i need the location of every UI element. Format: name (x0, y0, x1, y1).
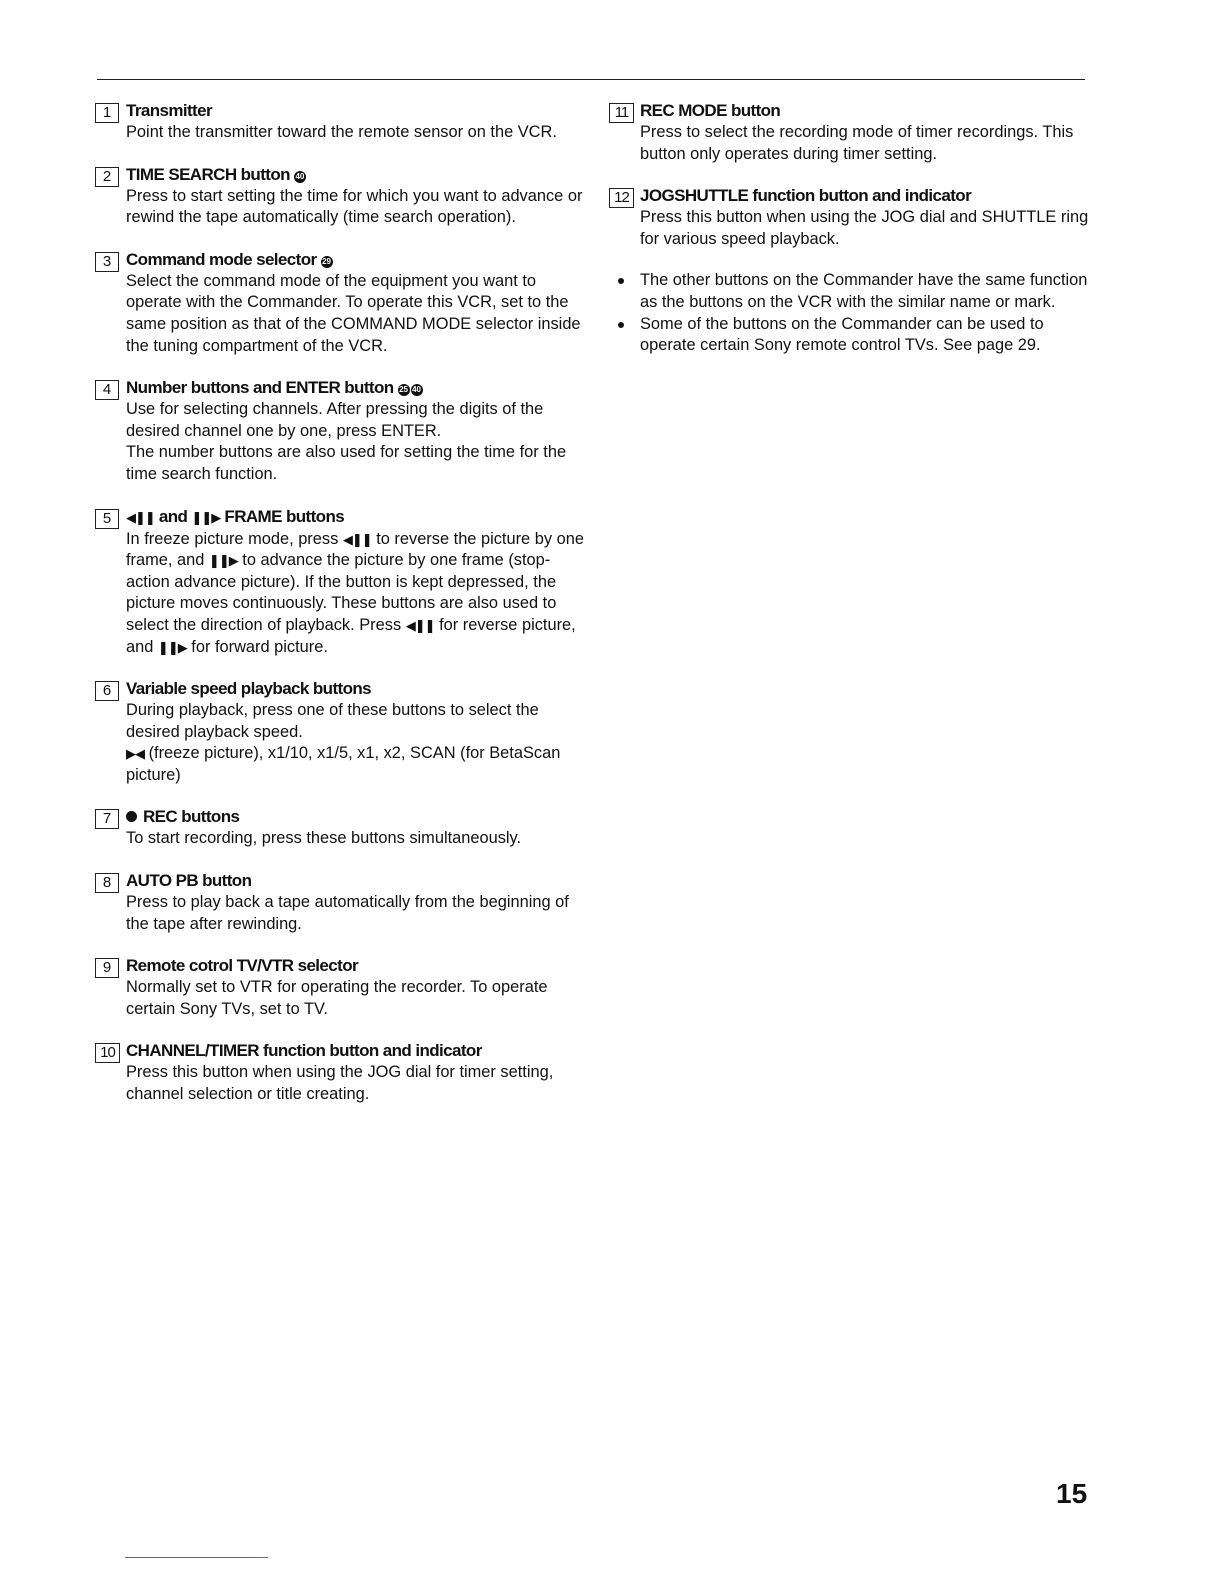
item-number: 6 (95, 681, 119, 701)
frame-reverse-icon: ◀❚❚ (405, 617, 435, 633)
item-title: Command mode selector 29 (126, 249, 331, 269)
speed-list: ▶◀ (freeze picture), x1/10, x1/5, x1, x2, SCAN (for BetaScan picture) (126, 744, 561, 784)
left-column (95, 100, 585, 1126)
item-8 (95, 870, 585, 935)
item-description: Point the transmitter toward the remote sensor on the VCR. (126, 123, 557, 141)
item-title: JOGSHUTTLE function button and indicator (640, 186, 972, 206)
item-title: AUTO PB button (126, 871, 252, 891)
item-title: Transmitter (126, 101, 212, 120)
item-number: 4 (95, 380, 119, 400)
item-description: Normally set to VTR for operating the recorder. To operate certain Sony TVs, set to TV. (126, 978, 548, 1018)
item-2 (95, 164, 585, 229)
item-description: During playback, press one of these buttons to select the desired playback speed. (126, 701, 539, 741)
item-number: 1 (95, 103, 119, 123)
item-10 (95, 1040, 585, 1105)
item-number: 5 (95, 509, 119, 529)
item-description: Select the command mode of the equipment you want to operate with the Commander. To operate this VCR, set to the same position as that of the COMMAND MODE selector inside the tuning compartment of the VCR. (126, 271, 581, 355)
item-title: CHANNEL/TIMER function button and indicator (126, 1041, 482, 1061)
item-description: In freeze picture mode, press ◀❚❚ to reverse the picture by one frame, and ❚❚▶ to advance the picture by one frame (stop-action advance picture). If the button is kept depressed, the picture moves continuously. These buttons are also used to select the direction of playback. Press ◀❚❚ for reverse picture, and ❚❚▶ for forward picture. (126, 529, 584, 656)
item-number: 12 (609, 188, 634, 208)
item-description: To start recording, press these buttons simultaneously. (126, 829, 522, 848)
item-description: Press this button when using the JOG dial for timer setting, channel selection or title creating. (126, 1063, 554, 1104)
item-number: 8 (95, 873, 119, 893)
item-9 (95, 955, 585, 1020)
item-description: Press to play back a tape automatically from the beginning of the tape after rewinding. (126, 893, 569, 933)
item-1 (95, 100, 585, 144)
item-number: 10 (95, 1043, 120, 1063)
page-ref-badge: 25 (399, 385, 408, 395)
bullet-icon (618, 322, 624, 328)
page-ref-badge: 40 (295, 171, 305, 181)
item-title: ◀❚❚ and ❚❚▶ FRAME buttons (126, 506, 345, 526)
item-6 (95, 678, 585, 786)
item-7 (95, 806, 585, 850)
item-title: TIME SEARCH button 40 (126, 164, 305, 184)
frame-forward-icon: ❚❚▶ (191, 509, 221, 525)
list-item: Some of the buttons on the Commander can be used to operate certain Sony remote control TVs. See page 29. (609, 314, 1099, 357)
item-description: Press this button when using the JOG dial and SHUTTLE ring for various speed playback. (640, 208, 1089, 248)
frame-forward-icon: ❚❚▶ (157, 639, 187, 655)
frame-reverse-icon: ◀❚❚ (342, 531, 372, 547)
frame-forward-icon: ❚❚▶ (208, 553, 238, 569)
header-rule (97, 79, 1085, 80)
item-12 (609, 185, 1099, 250)
item-number: 9 (95, 958, 119, 978)
notes-list (609, 270, 1099, 356)
item-description: The number buttons are also used for setting the time for the time search function. (126, 443, 567, 483)
item-title: Variable speed playback buttons (126, 679, 371, 699)
item-title: REC buttons (126, 806, 585, 828)
footer-rule (125, 1557, 268, 1558)
item-4 (95, 377, 585, 485)
page-ref-badge: 40 (412, 385, 421, 395)
item-description: Use for selecting channels. After pressing the digits of the desired channel one by one, press ENTER. (126, 400, 544, 440)
item-description: Press to start setting the time for which you want to advance or rewind the tape automatically (time search operation). (126, 186, 583, 227)
page-number: 15 (1056, 1478, 1088, 1509)
item-description: Press to select the recording mode of timer recordings. This button only operates during timer setting. (640, 123, 1074, 163)
item-number: 7 (95, 809, 119, 829)
right-column (609, 100, 1099, 357)
item-title: Number buttons and ENTER button 25 40 (126, 378, 421, 398)
item-number: 11 (609, 103, 634, 123)
item-title: Remote cotrol TV/VTR selector (126, 956, 358, 976)
item-11 (609, 100, 1099, 165)
list-item: The other buttons on the Commander have the same function as the buttons on the VCR with the similar name or mark. (609, 270, 1099, 313)
item-number: 2 (95, 167, 119, 187)
item-3 (95, 249, 585, 357)
frame-reverse-icon: ◀❚❚ (126, 509, 155, 525)
page-ref-badge: 29 (322, 256, 331, 266)
item-5 (95, 506, 585, 659)
bullet-icon (618, 278, 624, 284)
item-title: REC MODE button (640, 101, 781, 120)
freeze-picture-icon: ▶◀ (126, 746, 144, 762)
item-number: 3 (95, 252, 119, 272)
record-dot-icon (126, 811, 137, 822)
